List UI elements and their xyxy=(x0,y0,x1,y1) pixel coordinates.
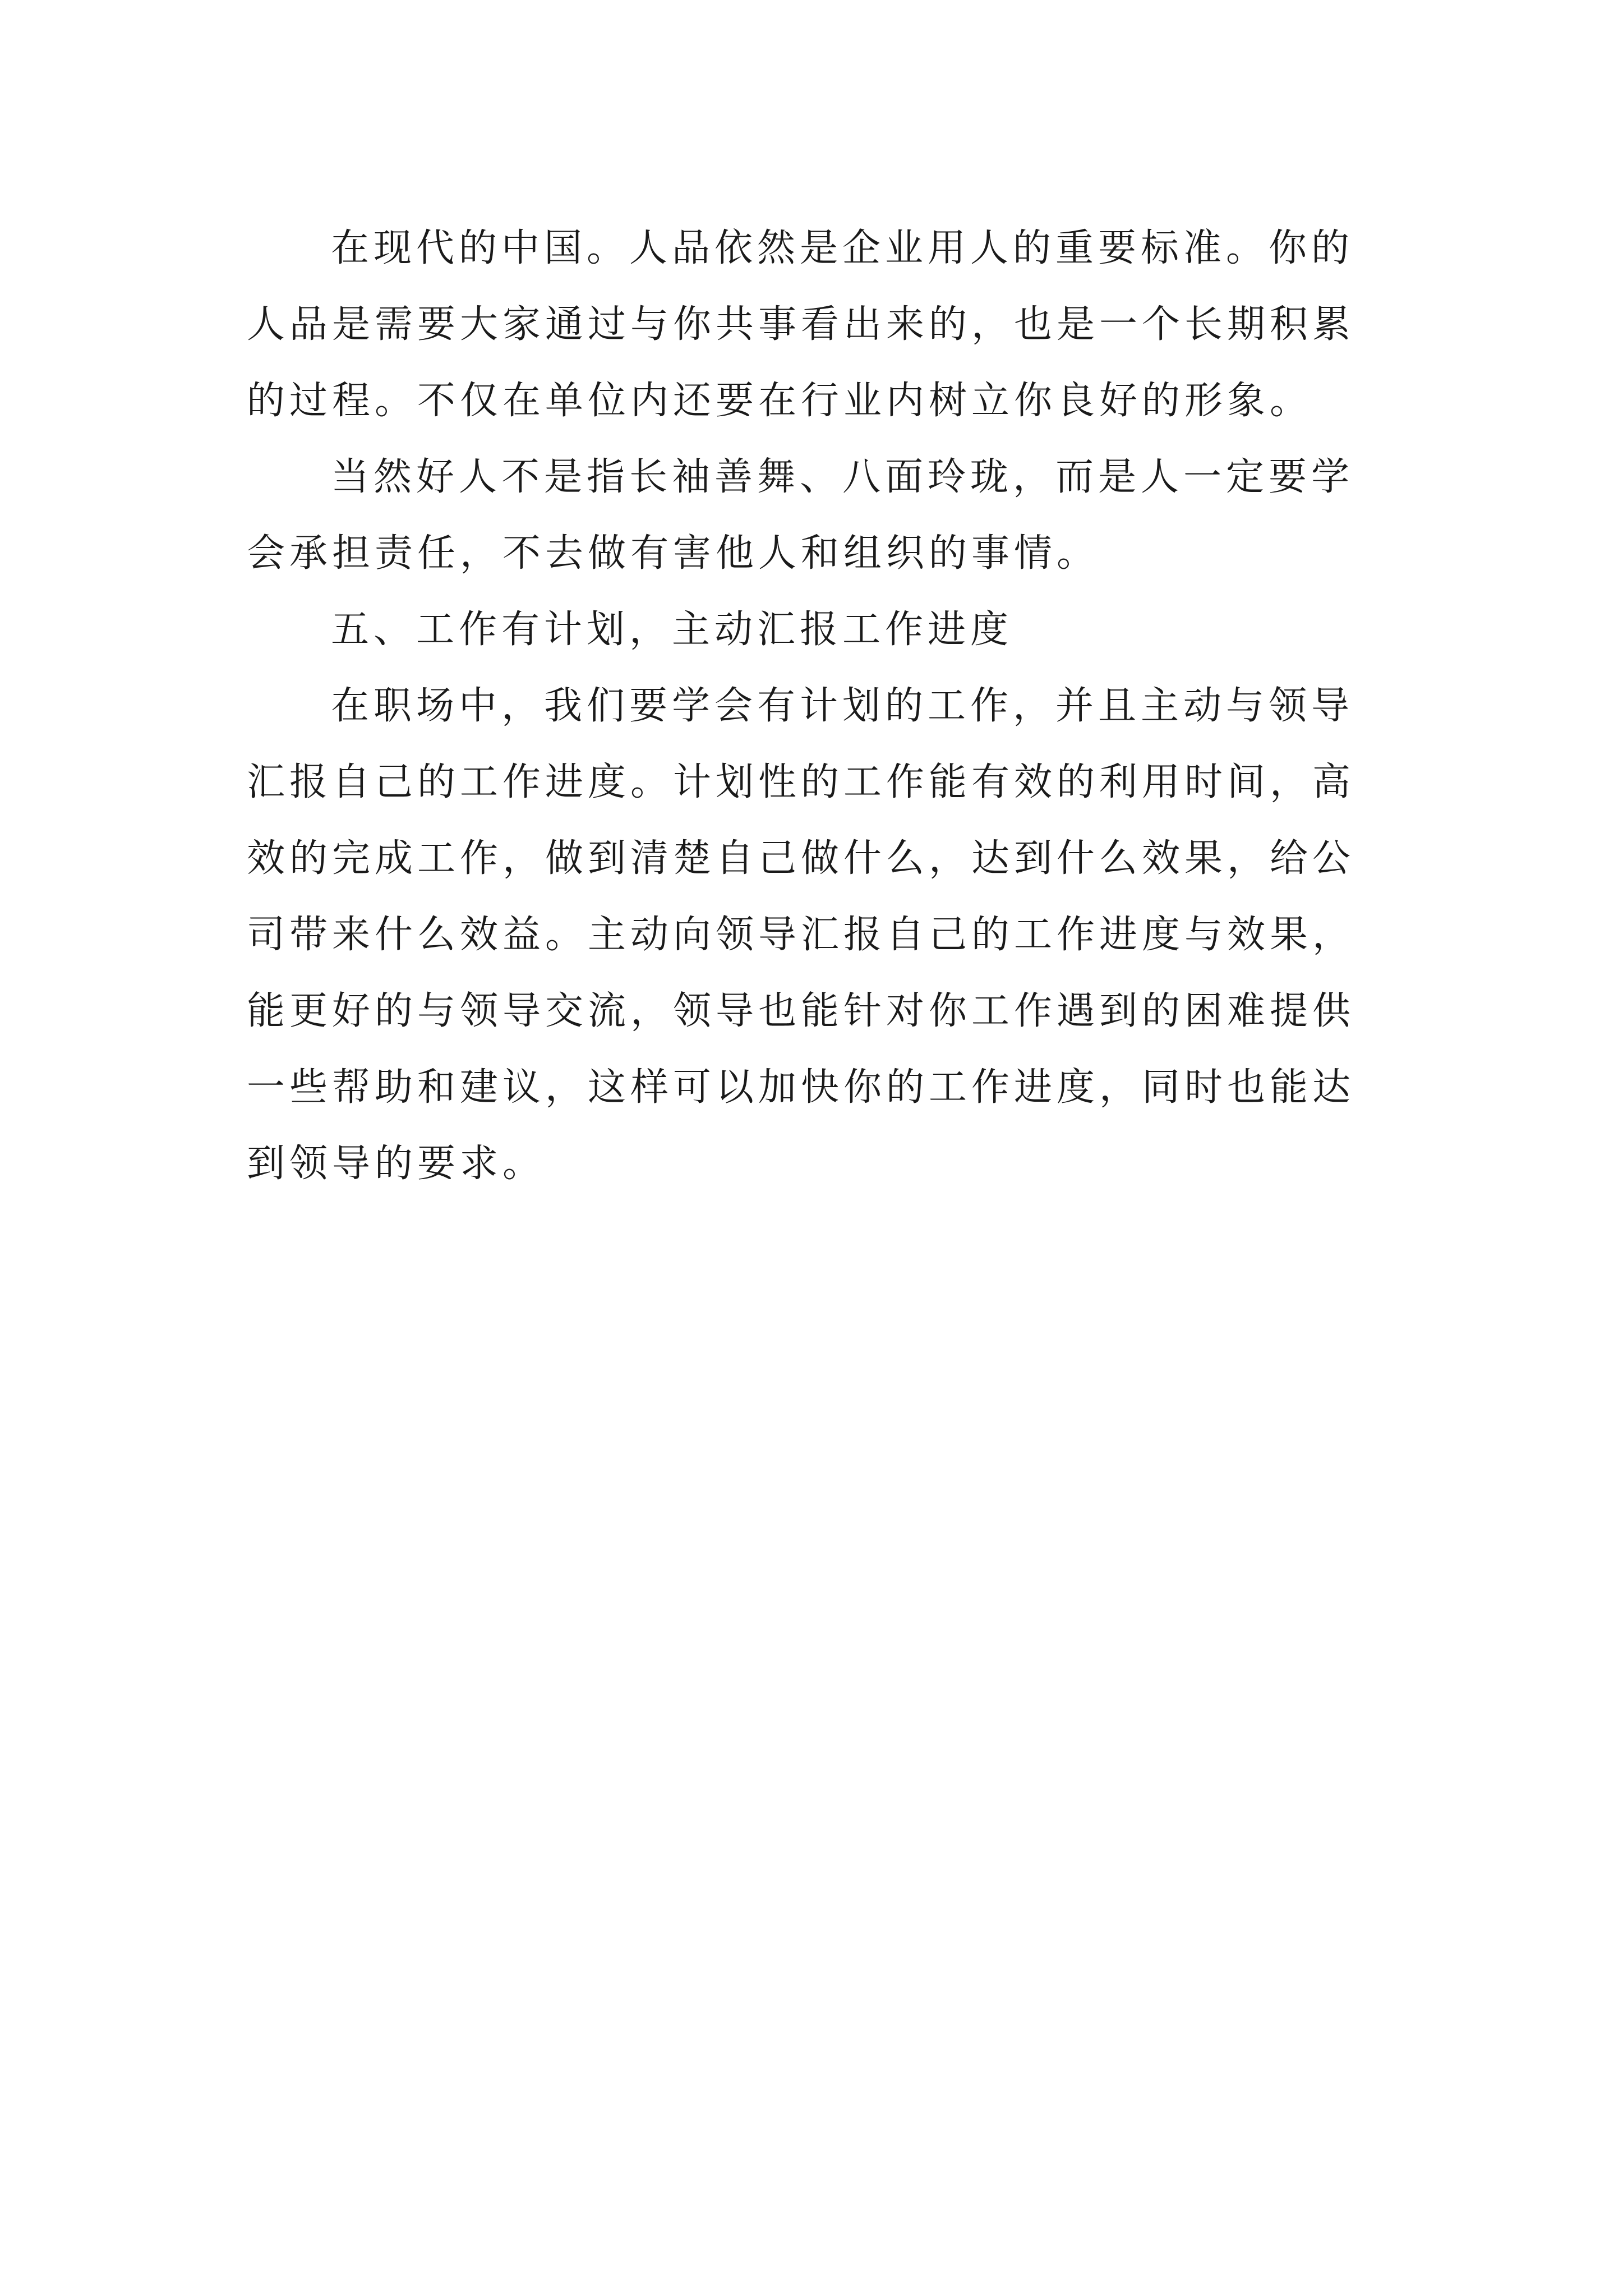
heading-line: 五、工作有计划，主动汇报工作进度 xyxy=(331,608,1013,652)
text-line: 汇报自己的工作进度。计划性的工作能有效的利用时间，高 xyxy=(247,760,1355,804)
section-heading xyxy=(247,592,1391,668)
text-line: 在职场中，我们要学会有计划的工作，并且主动与领导 xyxy=(331,684,1354,728)
paragraph-character xyxy=(247,210,1391,439)
text-line: 人品是需要大家通过与你共事看出来的，也是一个长期积累 xyxy=(247,302,1355,347)
text-line: 的过程。不仅在单位内还要在行业内树立你良好的形象。 xyxy=(247,379,1313,423)
text-line: 当然好人不是指长袖善舞、八面玲珑，而是人一定要学 xyxy=(331,455,1354,499)
text-line: 能更好的与领导交流，领导也能针对你工作遇到的困难提供 xyxy=(247,989,1355,1033)
text-line: 司带来什么效益。主动向领导汇报自己的工作进度与效果， xyxy=(247,913,1355,957)
text-line: 在现代的中国。人品依然是企业用人的重要标准。你的 xyxy=(331,226,1354,270)
text-line: 会承担责任，不去做有害他人和组织的事情。 xyxy=(247,531,1100,576)
paragraph-planning xyxy=(247,668,1391,1202)
document-body xyxy=(247,210,1391,1202)
text-line: 效的完成工作，做到清楚自己做什么，达到什么效果，给公 xyxy=(247,836,1355,881)
text-line: 到领导的要求。 xyxy=(247,1142,546,1186)
paragraph-responsibility xyxy=(247,439,1391,592)
text-line: 一些帮助和建议，这样可以加快你的工作进度，同时也能达 xyxy=(247,1065,1355,1110)
